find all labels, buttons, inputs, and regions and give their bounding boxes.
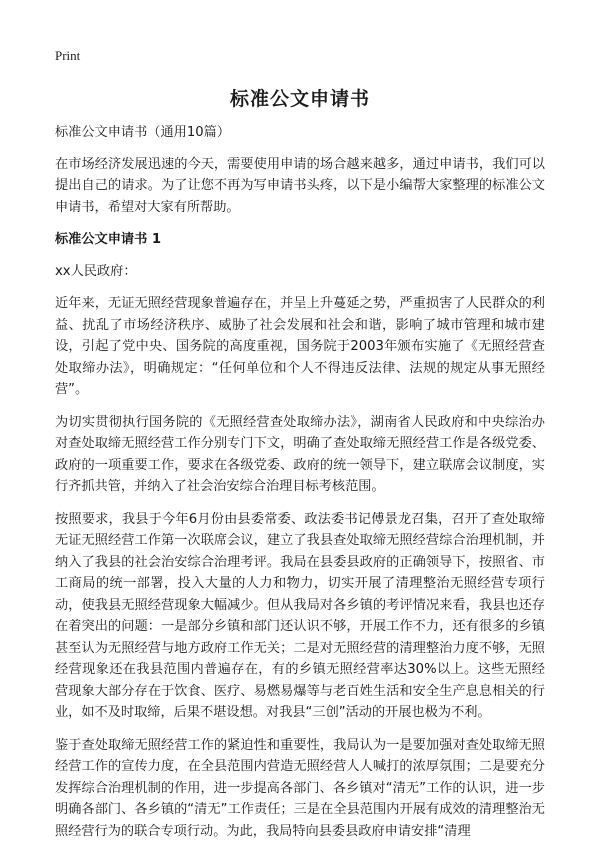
body-paragraph: 按照要求，我县于今年6月份由县委常委、政法委书记傅景龙召集，召开了查处取缔无证无照经营工作第一次联席会议，建立了我县查处取缔无照经营综合治理机制，并纳入了我县的社会治安综合治理考评。我局在县委县政府的正确领导下，按照省、市工商局的统一部署，投入大量的人力和物力，切实开展了清理整治无照经营专项行动，使我县无照经营现象大幅减少。但从我局对各乡镇的考评情况来看，我县也还存在着突出的问题：一是部分乡镇和部门还认识不够，开展工作不力，还有很多的乡镇甚至认为无照经营与地方政府工作无关；二是对无照经营的清理整治力度不够，无照经营现象还在我县范围内普遍存在，有的乡镇无照经营率达30%以上。这些无照经营现象大部分存在于饮食、医疗、易燃易爆等与老百姓生活和安全生产息息相关的行业，如不及时取缔，后果不堪设想。对我县“三创”活动的开展也极为不利。 [55, 511, 545, 720]
salutation: xx人民政府： [55, 263, 137, 279]
body-paragraph: 近年来，无证无照经营现象普遍存在，并呈上升蔓延之势，严重损害了人民群众的利益、扰乱了市场经济秩序、威胁了社会发展和社会和谐，影响了城市管理和城市建设，引起了党中央、国务院的高度重视，国务院于2003年颁布实施了《无照经营查处取缔办法》，明确规定：“任何单位和个人不得违反法律、法规的规定从事无照经营”。 [55, 296, 545, 397]
section-heading: 标准公文申请书 1 [55, 232, 162, 247]
body-paragraph: 为切实贯彻执行国务院的《无照经营查处取缔办法》，湖南省人民政府和中央综治办对查处取缔无照经营工作分别专门下文，明确了查处取缔无照经营工作是各级党委、政府的一项重要工作，要求在各级党委、政府的统一领导下，建立联席会议制度，实行齐抓共管，并纳入了社会治安综合治理目标考核范围。 [55, 414, 545, 494]
document-body [55, 122, 545, 853]
document-title: 标准公文申请书 [229, 88, 370, 110]
body-paragraph: 鉴于查处取缔无照经营工作的紧迫性和重要性，我局认为一是要加强对查处取缔无照经营工作的宣传力度，在全县范围内营造无照经营人人喊打的浓厚氛围；二是要充分发挥综合治理机制的作用，进一步提高各部门、各乡镇对“清无”工作的认识，进一步明确各部门、各乡镇的“清无”工作责任；三是在全县范围内开展有成效的清理整治无照经营行为的联合专项行动。为此，我局特向县委县政府申请安排“清理 [55, 737, 545, 839]
document-subtitle: 标准公文申请书（通用10篇） [55, 125, 231, 140]
print-link[interactable]: Print [55, 48, 81, 63]
intro-paragraph: 在市场经济发展迅速的今天，需要使用申请的场合越来越多，通过申请书，我们可以提出自己的请求。为了让您不再为写申请书头疼，以下是小编帮大家整理的标准公文申请书，希望对大家有所帮助。 [55, 156, 545, 215]
